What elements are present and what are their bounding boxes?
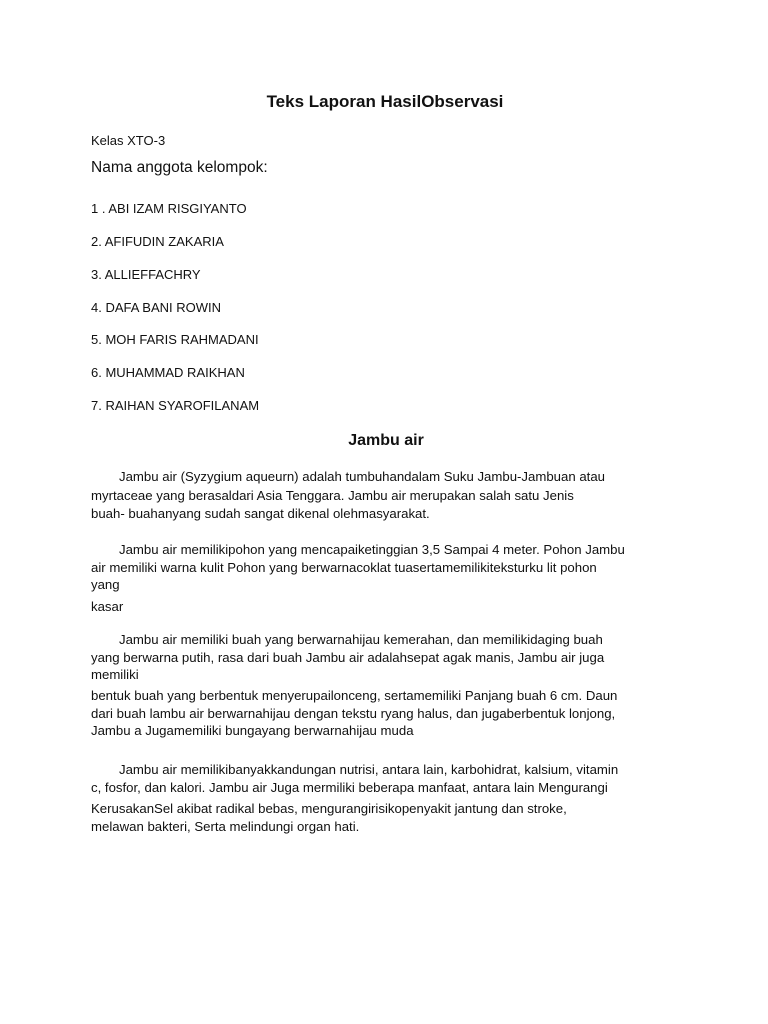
paragraph-line: Jambu a Jugamemiliki bungayang berwarnahijau muda <box>91 723 414 738</box>
member-item: 4. DAFA BANI ROWIN <box>91 300 222 315</box>
paragraph-line: melawan bakteri, Serta melindungi organ hati. <box>91 818 360 834</box>
member-item: 2. AFIFUDIN ZAKARIA <box>91 234 224 249</box>
paragraph-1 <box>91 468 666 523</box>
paragraph-line: KerusakanSel akibat radikal bebas, mengurangirisikopenyakit jantung dan stroke, <box>91 801 567 816</box>
paragraph-4-continuation <box>91 800 666 835</box>
paragraph-line: yang <box>91 577 120 592</box>
paragraph-line: buah- buahanyang sudah sangat dikenal olehmasyarakat. <box>91 506 430 521</box>
document-title: Teks Laporan HasilObservasi <box>266 92 504 111</box>
paragraph-line: Jambu air memilikipohon yang mencapaiketinggian 3,5 Sampai 4 meter. Pohon Jambu <box>119 542 625 557</box>
class-label: Kelas XTO-3 <box>91 133 166 148</box>
paragraph-line: Jambu air memiliki buah yang berwarnahijau kemerahan, dan memilikidaging buah <box>119 632 603 647</box>
paragraph-2-continuation <box>91 598 666 616</box>
paragraph-line: myrtaceae yang berasaldari Asia Tenggara. Jambu air merupakan salah satu Jenis <box>91 487 574 503</box>
paragraph-line: air memiliki warna kulit Pohon yang berwarnacoklat tuasertamemilikiteksturku lit pohon <box>91 559 597 575</box>
section-heading: Jambu air <box>348 432 424 449</box>
paragraph-line: yang berwarna putih, rasa dari buah Jambu air adalahsepat agak manis, Jambu air juga <box>91 649 605 665</box>
paragraph-line: c, fosfor, dan kalori. Jambu air Juga mermiliki beberapa manfaat, antara lain Mengurangi <box>91 779 608 795</box>
member-item: 6. MUHAMMAD RAIKHAN <box>91 365 245 380</box>
paragraph-line: Jambu air memilikibanyakkandungan nutrisi, antara lain, karbohidrat, kalsium, vitamin <box>119 762 619 777</box>
paragraph-4 <box>91 761 666 796</box>
paragraph-2 <box>91 541 666 594</box>
paragraph-3-continuation <box>91 687 666 740</box>
member-item: 1 . ABI IZAM RISGIYANTO <box>91 201 247 216</box>
paragraph-3 <box>91 631 666 684</box>
member-item: 5. MOH FARIS RAHMADANI <box>91 332 259 347</box>
member-item: 7. RAIHAN SYAROFILANAM <box>91 398 260 413</box>
paragraph-line: kasar <box>91 599 124 614</box>
member-list-heading: Nama anggota kelompok: <box>91 159 268 176</box>
paragraph-line: memiliki <box>91 667 139 682</box>
paragraph-line: bentuk buah yang berbentuk menyerupailonceng, sertamemiliki Panjang buah 6 cm. Daun <box>91 688 618 703</box>
member-item: 3. ALLIEFFACHRY <box>91 267 201 282</box>
paragraph-line: dari buah lambu air berwarnahijau dengan tekstu ryang halus, dan jugaberbentuk lonjong, <box>91 705 616 721</box>
paragraph-line: Jambu air (Syzygium aqueurn) adalah tumbuhandalam Suku Jambu-Jambuan atau <box>119 469 606 484</box>
